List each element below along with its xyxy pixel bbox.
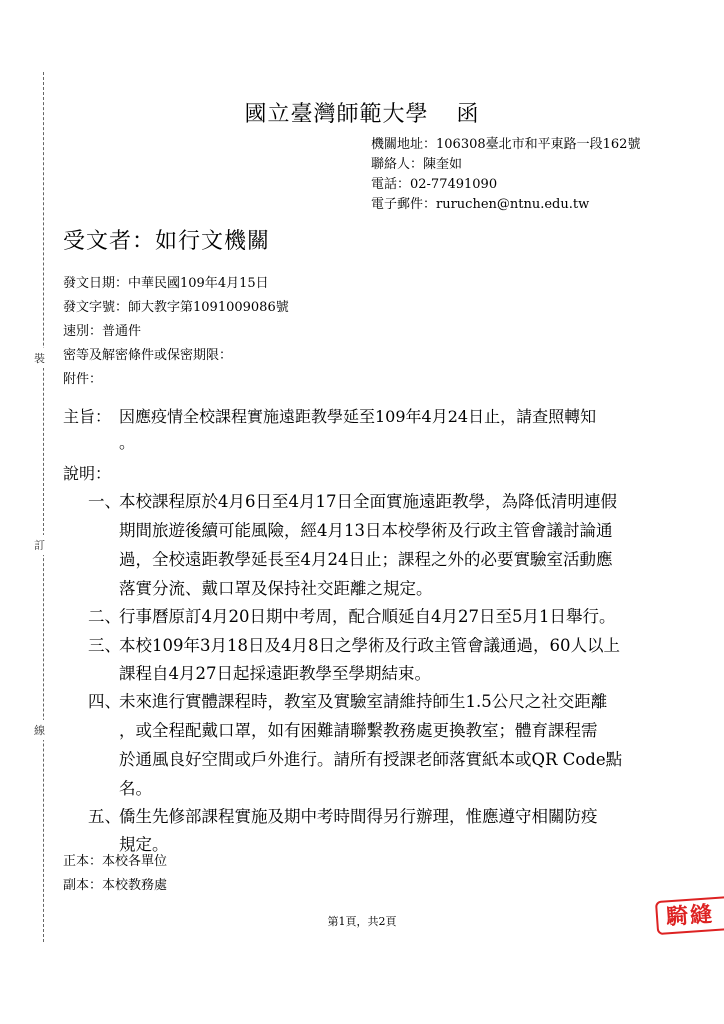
item-line: 於通風良好空間或戶外進行。請所有授課老師落實紙本或QR Code點 — [119, 750, 623, 769]
page-number: 第1頁，共2頁 — [327, 915, 397, 928]
item-number: 五、 — [88, 807, 121, 826]
issue-date: 發文日期：中華民國109年4月15日 — [63, 276, 269, 291]
item-line: 名。 — [119, 779, 152, 798]
agency-address: 機關地址：106308臺北市和平東路一段162號 — [371, 137, 641, 152]
binding-label-ding: 訂 — [34, 535, 45, 555]
item-line: 本校課程原於4月6日至4月17日全面實施遠距教學，為降低清明連假 — [119, 492, 617, 511]
subject-label: 主旨： — [63, 407, 112, 426]
item-line: 過，全校遠距教學延長至4月24日止；課程之外的必要實驗室活動應 — [119, 550, 613, 569]
item-number: 四、 — [88, 692, 121, 711]
binding-line — [43, 72, 44, 942]
original-recipient: 正本：本校各單位 — [63, 854, 168, 869]
item-number: 一、 — [88, 492, 121, 511]
secrecy-level: 密等及解密條件或保密期限： — [63, 348, 233, 363]
subject-line-1: 因應疫情全校課程實施遠距教學延至109年4月24日止，請查照轉知 — [119, 407, 597, 426]
doc-type: 函 — [456, 102, 480, 127]
item-line: 規定。 — [119, 835, 169, 854]
copy-recipient: 副本：本校教務處 — [63, 878, 168, 893]
document-title — [0, 97, 724, 128]
item-line: 期間旅遊後續可能風險，經4月13日本校學術及行政主管會議討論通 — [119, 521, 613, 540]
attachments: 附件： — [63, 372, 103, 387]
contact-email: 電子郵件：ruruchen@ntnu.edu.tw — [371, 197, 590, 212]
seam-seal-stamp: 騎縫 — [655, 895, 724, 935]
binding-label-zhuang: 裝 — [34, 348, 45, 368]
item-line: 僑生先修部課程實施及期中考時間得另行辦理，惟應遵守相關防疫 — [119, 807, 598, 826]
contact-person: 聯絡人：陳奎如 — [371, 157, 463, 172]
item-line: 本校109年3月18日及4月8日之學術及行政主管會議通過，60人以上 — [119, 636, 620, 655]
item-line: 課程自4月27日起採遠距教學至學期結束。 — [119, 664, 431, 683]
item-line: ，或全程配戴口罩，如有困難請聯繫教務處更換教室；體育課程需 — [119, 721, 598, 740]
item-line: 未來進行實體課程時，教室及實驗室請維持師生1.5公尺之社交距離 — [119, 692, 608, 711]
subject-line-2: 。 — [119, 433, 136, 452]
item-number: 三、 — [88, 636, 121, 655]
item-line: 落實分流、戴口罩及保持社交距離之規定。 — [119, 579, 433, 598]
explanation-label: 說明： — [63, 464, 112, 483]
contact-phone: 電話：02-77491090 — [371, 177, 498, 192]
org-name: 國立臺灣師範大學 — [244, 102, 429, 127]
document-number: 發文字號：師大教字第1091009086號 — [63, 300, 289, 315]
item-line: 行事曆原訂4月20日期中考周，配合順延自4月27日至5月1日舉行。 — [119, 607, 616, 626]
recipient: 受文者：如行文機關 — [63, 229, 271, 254]
item-number: 二、 — [88, 607, 121, 626]
binding-label-xian: 線 — [34, 720, 45, 740]
delivery-speed: 速別：普通件 — [63, 324, 142, 339]
